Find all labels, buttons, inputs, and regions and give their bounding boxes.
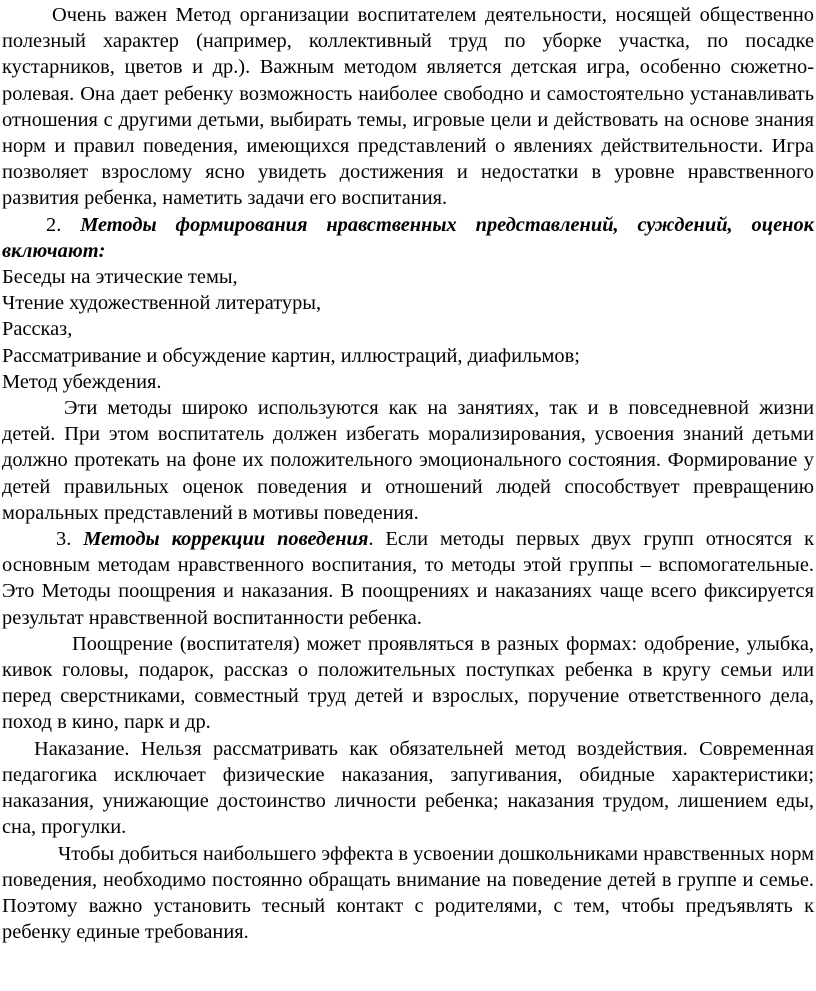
- paragraph-family-contact: Чтобы добиться наибольшего эффекта в усвоении дошкольниками нравственных норм поведения, необходимо постоянно обращать внимание на поведение детей в группе и семье. Поэтому важно установить тесный контакт с родителями, с тем, чтобы предъявлять к ребенку единые требования.: [2, 842, 814, 944]
- section-number: 2.: [46, 213, 62, 236]
- paragraph-encouragement: Поощрение (воспитателя) может проявляться в разных формах: одобрение, улыбка, кивок головы, подарок, рассказ о положительных поступках ребенка в кругу семьи или перед сверстниками, совместный труд детей и взрослых, поручение ответственного дела, поход в кино, парк и др.: [2, 632, 814, 734]
- list-item: Рассматривание и обсуждение картин, иллюстраций, диафильмов;: [2, 344, 580, 367]
- methods-list: [2, 264, 814, 395]
- paragraph-punishment: Наказание. Нельзя рассматривать как обязательней метод воздействия. Современная педагогика исключает физические наказания, запугивания, обидные характеристики; наказания, унижающие достоинство личности ребенка; наказания трудом, лишением еды, сна, прогулки.: [2, 737, 814, 839]
- list-item: Чтение художественной литературы,: [2, 292, 322, 315]
- section-title: Методы формирования нравственных представлений, суждений, оценок включают:: [2, 213, 814, 262]
- section-number: 3.: [56, 528, 72, 551]
- section-text: . Если методы первых двух групп относятся к основным методам нравственного воспитания, то методы этой группы – вспомогательные. Это Методы поощрения и наказания. В поощрениях и наказаниях чаще всего фиксируется результат нравственной воспитанности ребенка.: [2, 528, 815, 629]
- list-item: Рассказ,: [2, 318, 73, 341]
- list-item: Беседы на этические темы,: [2, 266, 238, 289]
- section-behavior-correction: [2, 526, 814, 631]
- paragraph-methods-usage: Эти методы широко используются как на занятиях, так и в повседневной жизни детей. При этом воспитатель должен избегать морализирования, усвоения знаний детьми должно протекать на фоне их положительного эмоционального состояния. Формирование у детей правильных оценок поведения и отношений людей способствует превращению моральных представлений в мотивы поведения.: [2, 397, 814, 524]
- section-heading-moral-representations: [2, 212, 814, 264]
- paragraph-organization-methods: Очень важен Метод организации воспитателем деятельности, носящей общественно полезный характер (например, коллективный труд по уборке участка, по посадке кустарников, цветов и др.). Важным методом является детская игра, особенно сюжетно-ролевая. Она дает ребенку возможность наиболее свободно и самостоятельно устанавливать отношения с другими детьми, выбирать темы, игровые цели и действовать на основе знания норм и правил поведения, имеющихся представлений о явлениях действительности. Игра позволяет взрослому ясно увидеть достижения и недостатки в уровне нравственного развития ребенка, наметить задачи его воспитания.: [2, 4, 814, 210]
- list-item: Метод убеждения.: [2, 370, 162, 393]
- section-title: Методы коррекции поведения: [83, 528, 369, 551]
